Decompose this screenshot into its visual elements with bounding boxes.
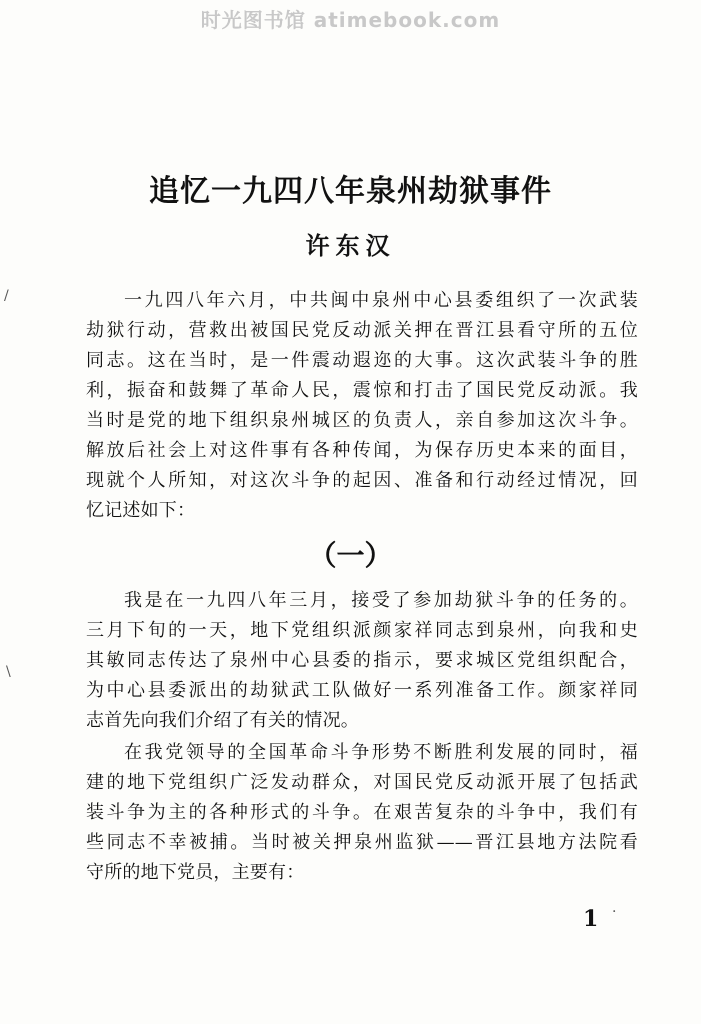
scan-mark: /	[4, 288, 9, 304]
paragraph-2-line: 志首先向我们介绍了有关的情况。	[86, 710, 359, 731]
paragraph-2-line: 其敏同志传达了泉州中心县委的指示，要求城区党组织配合，	[86, 650, 638, 671]
paragraph-1-line: 当时是党的地下组织泉州城区的负责人，亲自参加这次斗争。	[86, 410, 638, 431]
paragraph-3-line: 建的地下党组织广泛发动群众，对国民党反动派开展了包括武	[86, 772, 638, 793]
paragraph-3-line: 装斗争为主的各种形式的斗争。在艰苦复杂的斗争中，我们有	[86, 802, 638, 823]
paragraph-1-line: 一九四八年六月，中共闽中泉州中心县委组织了一次武装	[124, 290, 638, 311]
paragraph-1-line: 利，振奋和鼓舞了革命人民，震惊和打击了国民党反动派。我	[86, 380, 638, 401]
scan-mark: ·	[612, 904, 617, 920]
paragraph-1-line: 忆记述如下：	[86, 500, 196, 521]
page-number: 1	[583, 906, 599, 932]
section-heading: （一）	[308, 539, 393, 572]
paragraph-1-line: 解放后社会上对这件事有各种传闻，为保存历史本来的面目，	[86, 440, 638, 461]
author-name: 许东汉	[305, 232, 396, 260]
paragraph-1-line: 劫狱行动，营救出被国民党反动派关押在晋江县看守所的五位	[86, 320, 638, 341]
paragraph-3-line: 在我党领导的全国革命斗争形势不断胜利发展的同时，福	[124, 742, 638, 763]
paragraph-3-line: 些同志不幸被捕。当时被关押泉州监狱——晋江县地方法院看	[86, 832, 638, 853]
paragraph-1-line: 同志。这在当时，是一件震动遐迩的大事。这次武装斗争的胜	[86, 350, 638, 371]
paragraph-2-line: 我是在一九四八年三月，接受了参加劫狱斗争的任务的。	[124, 590, 638, 611]
paragraph-2-line: 为中心县委派出的劫狱武工队做好一系列准备工作。颜家祥同	[86, 680, 638, 701]
paragraph-1-line: 现就个人所知，对这次斗争的起因、准备和行动经过情况，回	[86, 470, 638, 491]
watermark: 时光图书馆 atimebook.com	[200, 8, 501, 32]
paragraph-3-line: 守所的地下党员，主要有：	[86, 862, 305, 883]
scan-mark: \	[6, 664, 11, 680]
paragraph-2-line: 三月下旬的一天，地下党组织派颜家祥同志到泉州，向我和史	[86, 620, 638, 641]
article-title: 追忆一九四八年泉州劫狱事件	[149, 174, 552, 209]
